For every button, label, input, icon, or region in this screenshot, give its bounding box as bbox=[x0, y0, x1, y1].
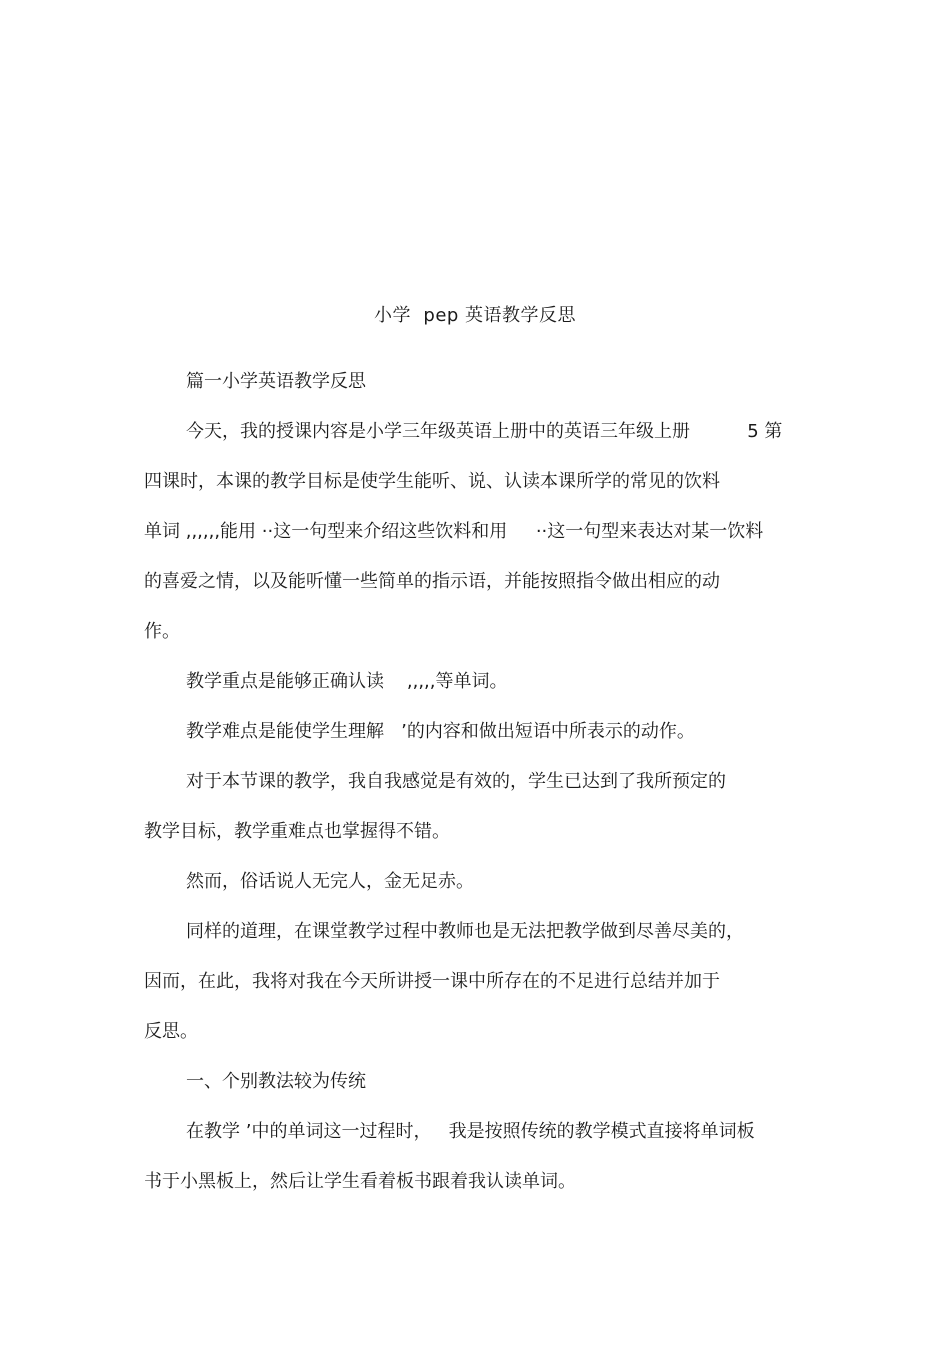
paragraph-line: 单词 ,,,,,,能用 ··这一句型来介绍这些饮料和用 ··这一句型来表达对某一饮料 bbox=[144, 521, 764, 542]
paragraph-line: 然而，俗话说人无完人，金无足赤。 bbox=[186, 871, 474, 892]
paragraph-line: 四课时，本课的教学目标是使学生能听、说、认读本课所学的常见的饮料 bbox=[144, 471, 720, 492]
paragraph-line: 对于本节课的教学，我自我感觉是有效的，学生已达到了我所预定的 bbox=[186, 771, 726, 792]
paragraph-line: 今天，我的授课内容是小学三年级英语上册中的英语三年级上册 5 第 bbox=[186, 421, 783, 442]
paragraph-line: 因而，在此，我将对我在今天所讲授一课中所存在的不足进行总结并加于 bbox=[144, 971, 720, 992]
paragraph-line: 篇一小学英语教学反思 bbox=[186, 371, 366, 392]
paragraph-line: 作。 bbox=[144, 621, 180, 642]
paragraph-line: 教学难点是能使学生理解 ’的内容和做出短语中所表示的动作。 bbox=[186, 721, 695, 742]
paragraph-line: 教学目标，教学重难点也掌握得不错。 bbox=[144, 821, 450, 842]
paragraph-line: 的喜爱之情，以及能听懂一些简单的指示语，并能按照指令做出相应的动 bbox=[144, 571, 720, 592]
paragraph-line: 同样的道理，在课堂教学过程中教师也是无法把教学做到尽善尽美的， bbox=[186, 921, 744, 942]
paragraph-line: 教学重点是能够正确认读 ,,,,,等单词。 bbox=[186, 671, 508, 692]
paragraph-line: 在教学 ’中的单词这一过程时， 我是按照传统的教学模式直接将单词板 bbox=[186, 1121, 755, 1142]
section-heading: 一、个别教法较为传统 bbox=[186, 1071, 366, 1092]
paragraph-line: 反思。 bbox=[144, 1021, 198, 1042]
document-title: 小学 pep 英语教学反思 bbox=[373, 305, 577, 326]
paragraph-line: 书于小黑板上，然后让学生看着板书跟着我认读单词。 bbox=[144, 1171, 576, 1192]
